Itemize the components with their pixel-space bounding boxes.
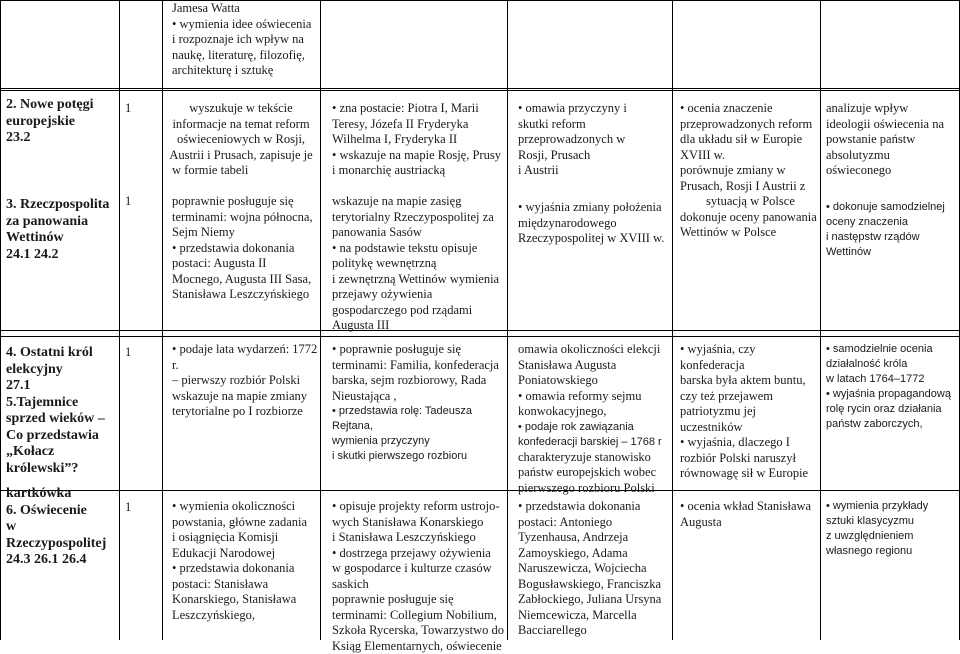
text-line: Rosji, Prusach — [518, 148, 670, 164]
row-divider-1 — [0, 88, 960, 89]
text-line: w latach 1764–1772 — [826, 372, 958, 387]
text-line: barska była aktem buntu, — [680, 373, 818, 389]
text-line: za panowania — [6, 214, 119, 231]
text-line: sprzed wieków – — [6, 411, 118, 428]
row2-col7b — [826, 499, 958, 559]
text-line: XVIII w. — [680, 148, 818, 164]
row1-col7b — [826, 200, 958, 260]
text-line: 5.Tajemnice — [6, 395, 118, 412]
bullet-item: • samodzielnie ocenia — [826, 342, 958, 357]
text-line: Wettinów — [826, 245, 958, 260]
bullet-item: • omawia reformy sejmu — [518, 389, 670, 405]
col-divider-1 — [0, 0, 1, 640]
text-line: międzynarodowego — [518, 216, 670, 232]
text-line: wskazuje na mapie zasięg — [332, 194, 504, 210]
text-line: w gospodarce i kulturze czasów — [332, 561, 506, 577]
text-line: Stanisława Leszczyńskiego — [172, 287, 318, 303]
text-line: oceny znaczenia — [826, 215, 958, 230]
text-line: królewski”? — [6, 461, 118, 478]
text-line: 4. Ostatni król — [6, 345, 118, 362]
row1-col3a — [164, 101, 318, 179]
text-line: Prusach, Rosji I Austrii z — [680, 179, 818, 195]
bullet-item: • wyjaśnia, dlaczego I — [680, 435, 818, 451]
text-line: Konarskiego, Stanisława — [172, 592, 318, 608]
text-line: przeprowadzonych reform — [680, 117, 818, 133]
text-line: w — [6, 519, 118, 536]
col-divider-7 — [820, 0, 821, 640]
col-divider-3 — [162, 0, 163, 640]
row1-col4a — [332, 101, 504, 179]
text-line: gospodarczego pod rządami — [332, 303, 504, 319]
text-line: rozbiór Polski naruszył — [680, 451, 818, 467]
text-line: Niemcewicza, Marcella — [518, 608, 670, 624]
text-line: Rzeczypospolitej — [6, 536, 118, 553]
text-line: politykę wewnętrzną — [332, 256, 504, 272]
text-line: Zabłockiego, Juliana Ursyna — [518, 592, 670, 608]
col-divider-6 — [672, 0, 673, 640]
text-line: Nieustająca , — [332, 389, 504, 405]
bullet-item: • wyjaśnia, czy konfederacja — [680, 342, 818, 373]
text-line: i osiągnięcia Komisji — [172, 530, 318, 546]
text-line: Naruszewicza, Wojciecha — [518, 561, 670, 577]
bullet-item: • wymienia idee oświecenia — [172, 17, 320, 33]
text-line: ideologii oświecenia na — [826, 117, 958, 133]
text-line: Zamoyskiego, Adama — [518, 546, 670, 562]
row2-col6b — [680, 499, 818, 530]
text-line: konfederacji barskiej – 1768 r — [518, 435, 670, 450]
bullet-item: • przedstawia rolę: Tadeusza Rejtana, — [332, 404, 504, 434]
text-line: kartkówka — [6, 486, 118, 503]
text-line: 27.1 — [6, 378, 118, 395]
row2-hours-a: 1 — [125, 345, 131, 361]
text-line: saskich — [332, 577, 506, 593]
text-line: rolę rycin oraz działania — [826, 402, 958, 417]
text-line: i następstw rządów — [826, 230, 958, 245]
col-divider-5 — [507, 0, 508, 640]
row1-hours-b: 1 — [125, 194, 131, 210]
bullet-item: • ocenia znaczenie — [680, 101, 818, 117]
bullet-item: • podaje rok zawiązania — [518, 420, 670, 435]
text-line: postaci: Antoniego — [518, 515, 670, 531]
text-line: sytuacją w Polsce — [680, 194, 818, 210]
text-line: elekcyjny — [6, 362, 118, 379]
text-line: i skutki pierwszego rozbioru — [332, 449, 504, 464]
bullet-item: • wyjaśnia propagandową — [826, 387, 958, 402]
bullet-item: • przedstawia dokonania — [518, 499, 670, 515]
row-divider-top — [0, 0, 960, 1]
text-line: wych Stanisława Konarskiego — [332, 515, 506, 531]
text-line: wskazuje na mapie zmiany — [172, 389, 318, 405]
text-line: „Kołacz — [6, 444, 118, 461]
text-line: Edukacji Narodowej — [172, 546, 318, 562]
row1-col5a — [518, 101, 670, 179]
text-line: i zewnętrzną Wettinów wymienia — [332, 272, 504, 288]
text-line: Austrii i Prusach, zapisuje je — [164, 148, 318, 164]
text-line: i Stanisława Leszczyńskiego — [332, 530, 506, 546]
text-line: Leszczyńskiego, — [172, 608, 318, 624]
text-line: Co przedstawia — [6, 428, 118, 445]
text-line: 3. Rzeczpospolita — [6, 197, 119, 214]
row2-col7a — [826, 342, 958, 432]
text-line: Wilhelma I, Fryderyka II — [332, 132, 504, 148]
text-line: Augusta III — [332, 318, 504, 334]
bullet-item: • poprawnie posługuje się — [332, 342, 504, 358]
text-line: przeprowadzonych w — [518, 132, 670, 148]
row2-col5b — [518, 499, 670, 639]
text-line: własnego regionu — [826, 544, 958, 559]
row2-lesson-title-b — [6, 486, 118, 569]
text-line: postaci: Augusta II — [172, 256, 318, 272]
text-line: – pierwszy rozbiór Polski — [172, 373, 318, 389]
text-line: dla układu sił w Europie — [680, 132, 818, 148]
row1-col6a — [680, 101, 818, 241]
text-line: wymienia przyczyny — [332, 434, 504, 449]
text-line: terytorialne po I rozbiorze — [172, 404, 318, 420]
bullet-item: • wymienia przykłady — [826, 499, 958, 514]
text-line: panowania Sasów — [332, 225, 504, 241]
row1-lesson-title — [6, 97, 116, 147]
text-line: sztuki klasycyzmu — [826, 514, 958, 529]
text-line: 24.3 26.1 26.4 — [6, 552, 118, 569]
text-line: Rzeczypospolitej w XVIII w. — [518, 231, 670, 247]
bullet-item: • na podstawie tekstu opisuje — [332, 241, 504, 257]
text-line: Wettinów — [6, 230, 119, 247]
text-line: w formie tabeli — [164, 163, 318, 179]
text-line: skutki reform — [518, 117, 670, 133]
text-line: konwokacyjnego, — [518, 404, 670, 420]
text-line: charakteryzuje stanowisko — [518, 450, 670, 466]
bullet-item: • zna postacie: Piotra I, Marii — [332, 101, 504, 117]
text-line: terminami: Collegium Nobilium, — [332, 608, 506, 624]
text-line: Teresy, Józefa II Fryderyka — [332, 117, 504, 133]
text-line: Bacciarellego — [518, 623, 670, 639]
text-line: powstanie państw — [826, 132, 958, 148]
text-line: przejawy ożywienia — [332, 287, 504, 303]
row2-col3a — [172, 342, 318, 420]
text-line: 2. Nowe potęgi — [6, 97, 116, 114]
text-line: terminami: Familia, konfederacja — [332, 358, 504, 374]
row-divider-1b — [0, 90, 960, 91]
text-line: Stanisława Augusta — [518, 358, 670, 374]
text-line: pierwszego rozbioru Polski — [518, 481, 670, 497]
bullet-item: • dostrzega przejawy ożywienia — [332, 546, 506, 562]
text-line: państw zaborczych, — [826, 417, 958, 432]
text-line: patriotyzmu jej uczestników — [680, 404, 818, 435]
text-line: dokonuje oceny panowania — [680, 210, 818, 226]
text-line: Wettinów w Polsce — [680, 225, 818, 241]
row-divider-3 — [0, 490, 960, 491]
text-line: Szkoła Rycerska, Towarzystwo do — [332, 623, 506, 639]
text-line: analizuje wpływ — [826, 101, 958, 117]
bullet-item: • dokonuje samodzielnej — [826, 200, 958, 215]
text-line: Bogusławskiego, Franciszka — [518, 577, 670, 593]
text-line: 6. Oświecenie — [6, 503, 118, 520]
text-line: państw europejskich wobec — [518, 465, 670, 481]
row2-col3b — [172, 499, 318, 623]
bullet-item: • opisuje projekty reform ustrojo- — [332, 499, 506, 515]
text-line: Poniatowskiego — [518, 373, 670, 389]
text-line: Jamesa Watta — [172, 1, 320, 17]
row2-lesson-title — [6, 345, 118, 477]
text-line: europejskie — [6, 114, 116, 131]
bullet-item: • ocenia wkład Stanisława — [680, 499, 818, 515]
row-divider-2b — [0, 336, 960, 337]
bullet-item: • przedstawia dokonania — [172, 561, 318, 577]
col-divider-4 — [320, 0, 321, 640]
row1-col3b — [172, 194, 318, 303]
text-line: Sejm Niemy — [172, 225, 318, 241]
text-line: i rozpoznaje ich wpływ na — [172, 32, 320, 48]
text-line: informacje na temat reform — [164, 117, 318, 133]
row1-col4b — [332, 194, 504, 334]
text-line: i Austrii — [518, 163, 670, 179]
text-line: oświeceniowych w Rosji, — [164, 132, 318, 148]
text-line: i monarchię austriacką — [332, 163, 504, 179]
text-line: terminami: wojna północna, — [172, 210, 318, 226]
text-line: Mocnego, Augusta III Sasa, — [172, 272, 318, 288]
row2-hours-b: 1 — [125, 500, 131, 516]
bullet-item: • wyjaśnia zmiany położenia — [518, 200, 670, 216]
text-line: wyszukuje w tekście — [164, 101, 318, 117]
row2-col6a — [680, 342, 818, 482]
text-line: z uwzględnieniem — [826, 529, 958, 544]
text-line: działalność króla — [826, 357, 958, 372]
text-line: poprawnie posługuje się — [332, 592, 506, 608]
text-line: barska, sejm rozbiorowy, Rada — [332, 373, 504, 389]
bullet-item: • podaje lata wydarzeń: 1772 r. — [172, 342, 318, 373]
text-line: porównuje zmiany w — [680, 163, 818, 179]
text-line: Ksiąg Elementarnych, oświecenie — [332, 639, 506, 654]
row2-col5a — [518, 342, 670, 496]
col-divider-2 — [119, 0, 120, 640]
text-line: 24.1 24.2 — [6, 247, 119, 264]
row1-lesson-title-b — [6, 197, 119, 263]
row0-col5-text — [172, 1, 320, 79]
text-line: postaci: Stanisława — [172, 577, 318, 593]
row1-col7a — [826, 101, 958, 179]
text-line: omawia okoliczności elekcji — [518, 342, 670, 358]
text-line: czy też przejawem — [680, 389, 818, 405]
text-line: Tyzenhausa, Andrzeja — [518, 530, 670, 546]
text-line: równowagę sił w Europie — [680, 466, 818, 482]
text-line: architekturę i sztukę — [172, 63, 320, 79]
row2-col4b — [332, 499, 506, 654]
text-line: naukę, literaturę, filozofię, — [172, 48, 320, 64]
bullet-item: • omawia przyczyny i — [518, 101, 670, 117]
bullet-item: • przedstawia dokonania — [172, 241, 318, 257]
text-line: Augusta — [680, 515, 818, 531]
bullet-item: • wskazuje na mapie Rosję, Prusy — [332, 148, 504, 164]
text-line: 23.2 — [6, 130, 116, 147]
text-line: poprawnie posługuje się — [172, 194, 318, 210]
bullet-item: • wymienia okoliczności — [172, 499, 318, 515]
text-line: powstania, główne zadania — [172, 515, 318, 531]
row1-hours-a: 1 — [125, 101, 131, 117]
text-line: oświeconego — [826, 163, 958, 179]
row2-col4a — [332, 342, 504, 464]
text-line: absolutyzmu — [826, 148, 958, 164]
row1-col5b — [518, 200, 670, 247]
text-line: terytorialny Rzeczypospolitej za — [332, 210, 504, 226]
